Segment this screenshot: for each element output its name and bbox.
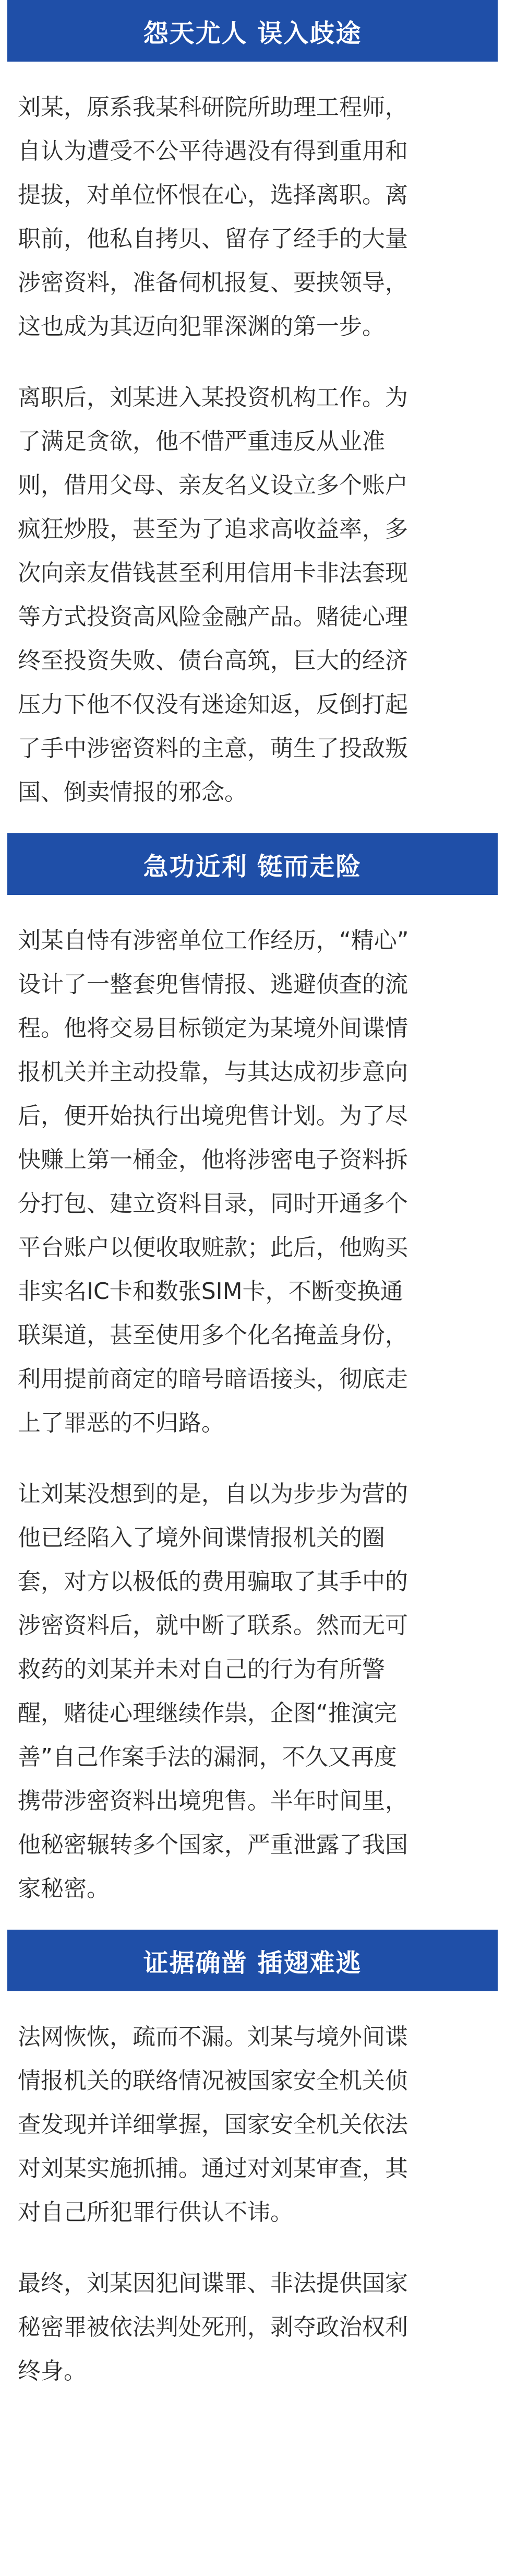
text-line: 职前，他私自拷贝、留存了经手的大量 — [18, 226, 408, 252]
text-line: 刘某自恃有涉密单位工作经历，“精心” — [18, 927, 409, 954]
text-line: 非实名IC卡和数张SIM卡，不断变换通 — [18, 1278, 403, 1305]
text-line: 疯狂炒股，甚至为了追求高收益率，多 — [18, 516, 408, 542]
text-line: 平台账户以便收取赃款；此后，他购买 — [18, 1234, 408, 1261]
section-1-paragraph-2 — [7, 376, 498, 814]
section-header-1: 怨天尤人 误入歧途 — [7, 0, 498, 62]
text-line: 终至投资失败、债台高筑，巨大的经济 — [18, 647, 408, 674]
text-line: 对自己所犯罪行供认不讳。 — [18, 2199, 293, 2226]
text-line: 自认为遭受不公平待遇没有得到重用和 — [18, 138, 408, 164]
section-header-2: 急功近利 铤而走险 — [7, 833, 498, 895]
text-line: 查发现并详细掌握，国家安全机关依法 — [18, 2111, 408, 2138]
text-line: 套，对方以极低的费用骗取了其手中的 — [18, 1568, 408, 1595]
section-2-paragraph-1 — [7, 919, 498, 1445]
text-line: 让刘某没想到的是，自以为步步为营的 — [18, 1481, 408, 1507]
text-line: 国、倒卖情报的邪念。 — [18, 779, 247, 806]
text-line: 提拔，对单位怀恨在心，选择离职。离 — [18, 182, 408, 208]
text-line: 快赚上第一桶金，他将涉密电子资料拆 — [18, 1147, 408, 1173]
text-line: 利用提前商定的暗号暗语接头，彻底走 — [18, 1366, 408, 1392]
text-line: 后，便开始执行出境兜售计划。为了尽 — [18, 1103, 408, 1129]
section-header-3: 证据确凿 插翅难逃 — [7, 1930, 498, 1991]
text-line: 携带涉密资料出境兜售。半年时间里， — [18, 1788, 408, 1814]
section-3-paragraph-1 — [7, 2015, 498, 2235]
text-line: 终身。 — [18, 2358, 87, 2384]
text-line: 他秘密辗转多个国家，严重泄露了我国 — [18, 1831, 408, 1858]
text-line: 法网恢恢，疏而不漏。刘某与境外间谍 — [18, 2024, 408, 2050]
text-line: 秘密罪被依法判处死刑，剥夺政治权利 — [18, 2314, 408, 2341]
text-line: 救药的刘某并未对自己的行为有所警 — [18, 1656, 385, 1683]
text-line: 涉密资料后，就中断了联系。然而无可 — [18, 1612, 408, 1639]
text-line: 则，借用父母、亲友名义设立多个账户 — [18, 472, 408, 499]
text-line: 程。他将交易目标锁定为某境外间谍情 — [18, 1015, 408, 1042]
text-line: 了手中涉密资料的主意，萌生了投敌叛 — [18, 735, 408, 762]
section-3-paragraph-2 — [7, 2262, 498, 2393]
text-line: 善”自己作案手法的漏洞，不久又再度 — [18, 1744, 397, 1770]
text-line: 涉密资料，准备伺机报复、要挟领导， — [18, 269, 408, 296]
text-line: 离职后，刘某进入某投资机构工作。为 — [18, 384, 408, 411]
text-line: 醒，赌徒心理继续作祟，企图“推演完 — [18, 1700, 397, 1727]
text-line: 情报机关的联络情况被国家安全机关侦 — [18, 2067, 408, 2094]
section-1-paragraph-1 — [7, 86, 498, 349]
text-line: 报机关并主动投靠，与其达成初步意向 — [18, 1059, 408, 1085]
text-line: 等方式投资高风险金融产品。赌徒心理 — [18, 604, 408, 630]
text-line: 次向亲友借钱甚至利用信用卡非法套现 — [18, 560, 408, 586]
text-line: 了满足贪欲，他不惜严重违反从业准 — [18, 428, 385, 455]
section-2-paragraph-2 — [7, 1472, 498, 1911]
text-line: 刘某，原系我某科研院所助理工程师， — [18, 94, 408, 121]
text-line: 这也成为其迈向犯罪深渊的第一步。 — [18, 313, 385, 340]
text-line: 家秘密。 — [18, 1875, 110, 1902]
text-line: 设计了一整套兜售情报、逃避侦查的流 — [18, 971, 408, 998]
text-line: 最终，刘某因犯间谍罪、非法提供国家 — [18, 2270, 408, 2297]
text-line: 压力下他不仅没有迷途知返，反倒打起 — [18, 691, 408, 718]
text-line: 联渠道，甚至使用多个化名掩盖身份， — [18, 1322, 408, 1349]
text-line: 他已经陷入了境外间谍情报机关的圈 — [18, 1525, 385, 1551]
text-line: 上了罪恶的不归路。 — [18, 1410, 224, 1436]
text-line: 对刘某实施抓捕。通过对刘某审查，其 — [18, 2155, 408, 2182]
text-line: 分打包、建立资料目录，同时开通多个 — [18, 1190, 408, 1217]
